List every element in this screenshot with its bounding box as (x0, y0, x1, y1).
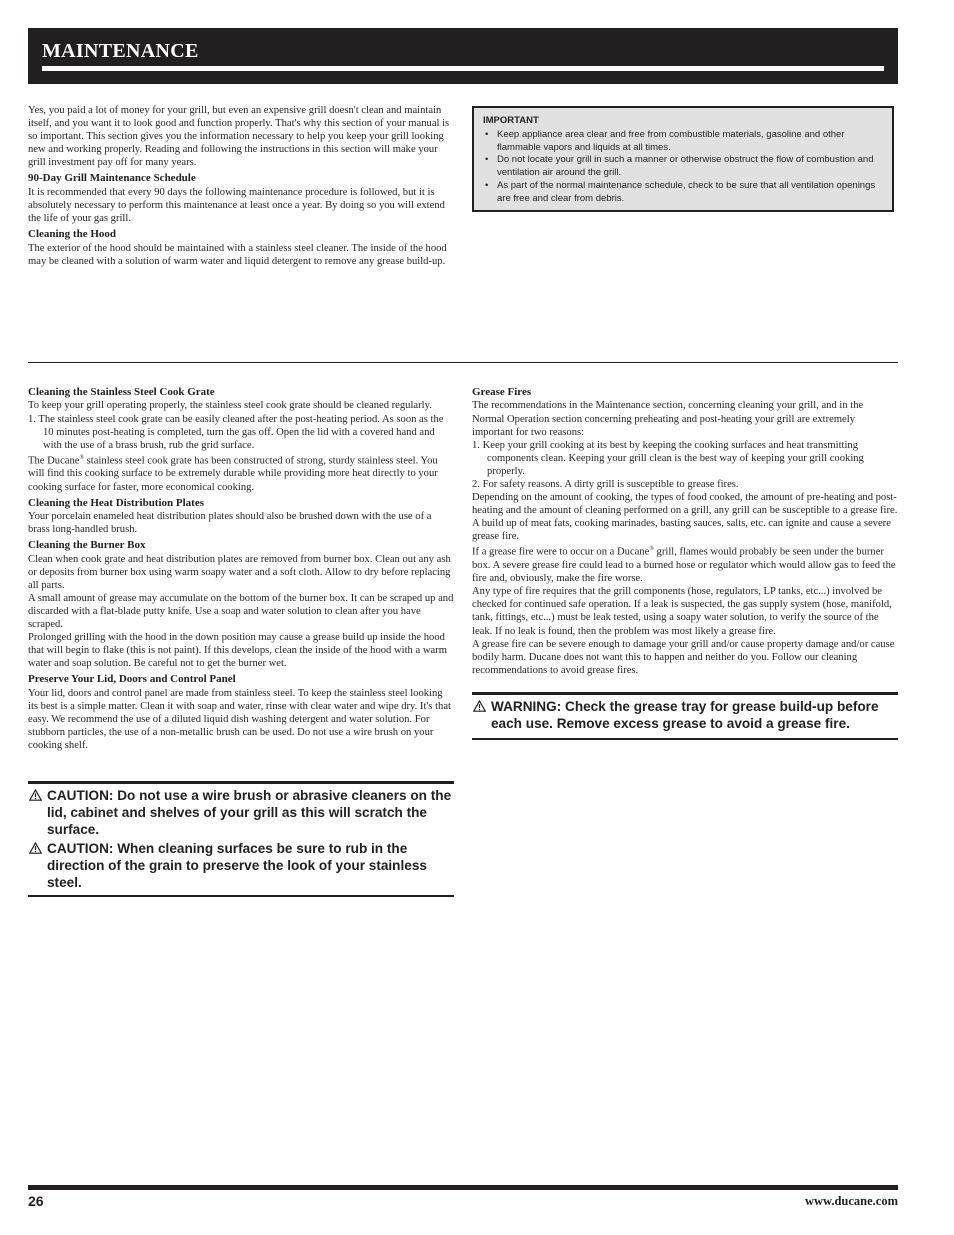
left-column (28, 386, 454, 752)
schedule-text: It is recommended that every 90 days the following maintenance procedure is followed, but it is absolutely necessary to perform this maintenance at least once a year. By doing so you will extend the life of your gas grill. (28, 186, 445, 225)
caution-item (28, 840, 454, 892)
caution-box (28, 781, 454, 897)
grate-text-2a: The Ducane (28, 455, 80, 467)
fires-para-2 (472, 543, 898, 585)
plates-text: Your porcelain enameled heat distribution plates should also be brushed down with the use of a brass long-handled brush. (28, 511, 432, 536)
warning-triangle-icon (29, 789, 42, 801)
lid-text: Your lid, doors and control panel are made from stainless steel. To keep the stainless steel looking its best is a simple matter. Clean it with soap and water, rinse with clear water and wipe dry. It's that easy. We recommend the use of a diluted liquid dish washing detergent and water solution. For stubborn particles, the use of a non-metallic brush can be used. Do not use a wire brush on your cooking shelf. (28, 687, 451, 752)
grate-text-2b: stainless steel cook grate has been constructed of strong, sturdy stainless steel. You will find this cooking surface to be extremely durable while providing more heat directly to your cooking surface for faster, more economical cooking. (28, 455, 438, 493)
burner-text-2: A small amount of grease may accumulate on the bottom of the burner box. It can be scraped up and discarded with a flat-blade putty knife. Use a soap and water solution to clean after you have scraped. (28, 592, 454, 631)
burner-text-3: Prolonged grilling with the hood in the down position may cause a grease build up inside the hood that will begin to flake (this is not paint). If this develops, clean the inside of the hood with a warm water and soap solution. Be careful not to get the burner wet. (28, 632, 447, 670)
burner-text-1: Clean when cook grate and heat distribution plates are removed from burner box. Clean out any ash or deposits from burner box using warm soapy water and a soft cloth. Allow to dry before replacing all parts. (28, 553, 451, 591)
grate-text-2 (28, 452, 454, 494)
page-title: MAINTENANCE (42, 40, 199, 62)
important-list (483, 129, 883, 206)
fires-para-2b: grill, flames would probably be seen under the burner box. A severe grease fire could lead to a burned hose or regulator which would allow gas to feed the fire and, obviously, make the fire worse. (472, 546, 896, 585)
footer-rule (28, 1185, 898, 1190)
registered-mark: ® (79, 454, 85, 461)
warning-text: WARNING: Check the grease tray for grease build-up before each use. Remove excess grease to avoid a grease fire. (491, 699, 879, 732)
schedule-heading: 90-Day Grill Maintenance Schedule (28, 172, 196, 185)
caution-text-2: CAUTION: When cleaning surfaces be sure to rub in the direction of the grain to preserve the look of your stainless steel. (47, 840, 427, 891)
burner-heading: Cleaning the Burner Box (28, 539, 146, 552)
lid-heading: Preserve Your Lid, Doors and Control Panel (28, 673, 236, 686)
fires-para-3: Any type of fire requires that the grill components (hose, regulators, LP tanks, etc...) involved be checked for continued safe operation. If a leak is suspected, the gas supply system (hose, manifold, tank, fittings, etc...) must be leak tested, using a soapy water solution, to verify the source of the leak. If no leak is found, then the problem was most likely a grease fire. (472, 586, 892, 637)
warning-box (472, 692, 898, 740)
fires-para-2a: If a grease fire were to occur on a Ducane (472, 546, 650, 558)
caution-item (28, 787, 454, 839)
hood-heading: Cleaning the Hood (28, 228, 117, 241)
section-header (28, 28, 898, 84)
important-item: • As part of the normal maintenance schedule, check to be sure that all ventilation openings are free and clear from debris. (483, 180, 883, 206)
intro-paragraph: Yes, you paid a lot of money for your grill, but even an expensive grill doesn't clean and maintain itself, and you want it to look good and function properly. That's why this section of your manual is so important. This section gives you the information necessary to help you keep your grill looking new and working properly. Reading and following the instructions in this section will make your grill investment pay off for many years. (28, 105, 450, 169)
fires-para-1: Depending on the amount of cooking, the types of food cooked, the amount of pre-heating and post-heating and the amount of cleaning performed on a grill, any grill can be susceptible to a grease fire. A build up of meat fats, cooking marinades, basting sauces, salts, etc. can ignite and cause a severe grease fire. (472, 492, 898, 543)
right-column (472, 386, 898, 677)
hood-text: The exterior of the hood should be maintained with a stainless steel cleaner. The inside of the hood may be cleaned with a solution of warm water and liquid detergent to remove any grease build-up. (28, 242, 447, 267)
intro-column (28, 104, 454, 268)
warning-item (472, 698, 898, 732)
fires-para-4: A grease fire can be severe enough to damage your grill and/or cause property damage and/or cause bodily harm. Ducane does not want this to happen and neither do you. Follow our cleaning recommendations to avoid grease fires. (472, 638, 895, 676)
section-divider (28, 362, 898, 363)
reason-1: 1. Keep your grill cooking at its best by keeping the cooking surfaces and heat transmitting components clean. Keeping your grill clean is the best way of keeping your grill cooking properly. (472, 439, 864, 477)
plates-heading: Cleaning the Heat Distribution Plates (28, 496, 204, 509)
grate-step: 1. The stainless steel cook grate can be easily cleaned after the post-heating period. As soon as the 10 minutes post-heating is completed, turn the gas off. Open the lid with a covered hand and with the use of a brass brush, rub the grid surface. (28, 413, 444, 451)
website-url: www.ducane.com (804, 1194, 898, 1208)
grate-text: To keep your grill operating properly, the stainless steel cook grate should be cleaned regularly. (28, 400, 432, 412)
important-item: • Do not locate your grill in such a manner or otherwise obstruct the flow of combustion and ventilation air around the grill. (483, 154, 883, 180)
fires-text: The recommendations in the Maintenance section, concerning cleaning your grill, and in the Normal Operation section concerning preheating and post-heating your grill are extremely important for two reasons: (472, 400, 864, 438)
page-number: 26 (28, 1193, 44, 1209)
fires-heading: Grease Fires (472, 386, 532, 398)
grate-heading: Cleaning the Stainless Steel Cook Grate (28, 386, 215, 398)
header-rule (42, 66, 884, 71)
caution-text-1: CAUTION: Do not use a wire brush or abrasive cleaners on the lid, cabinet and shelves of your grill as this will scratch the surface. (47, 788, 452, 838)
important-box (472, 106, 894, 212)
reason-2: 2. For safety reasons. A dirty grill is susceptible to grease fires. (472, 478, 739, 490)
warning-triangle-icon (473, 700, 486, 712)
warning-triangle-icon (29, 842, 42, 854)
important-item: • Keep appliance area clear and free from combustible materials, gasoline and other flammable vapors and liquids at all times. (483, 129, 883, 155)
registered-mark: ® (649, 546, 654, 553)
important-title: IMPORTANT (483, 115, 539, 126)
